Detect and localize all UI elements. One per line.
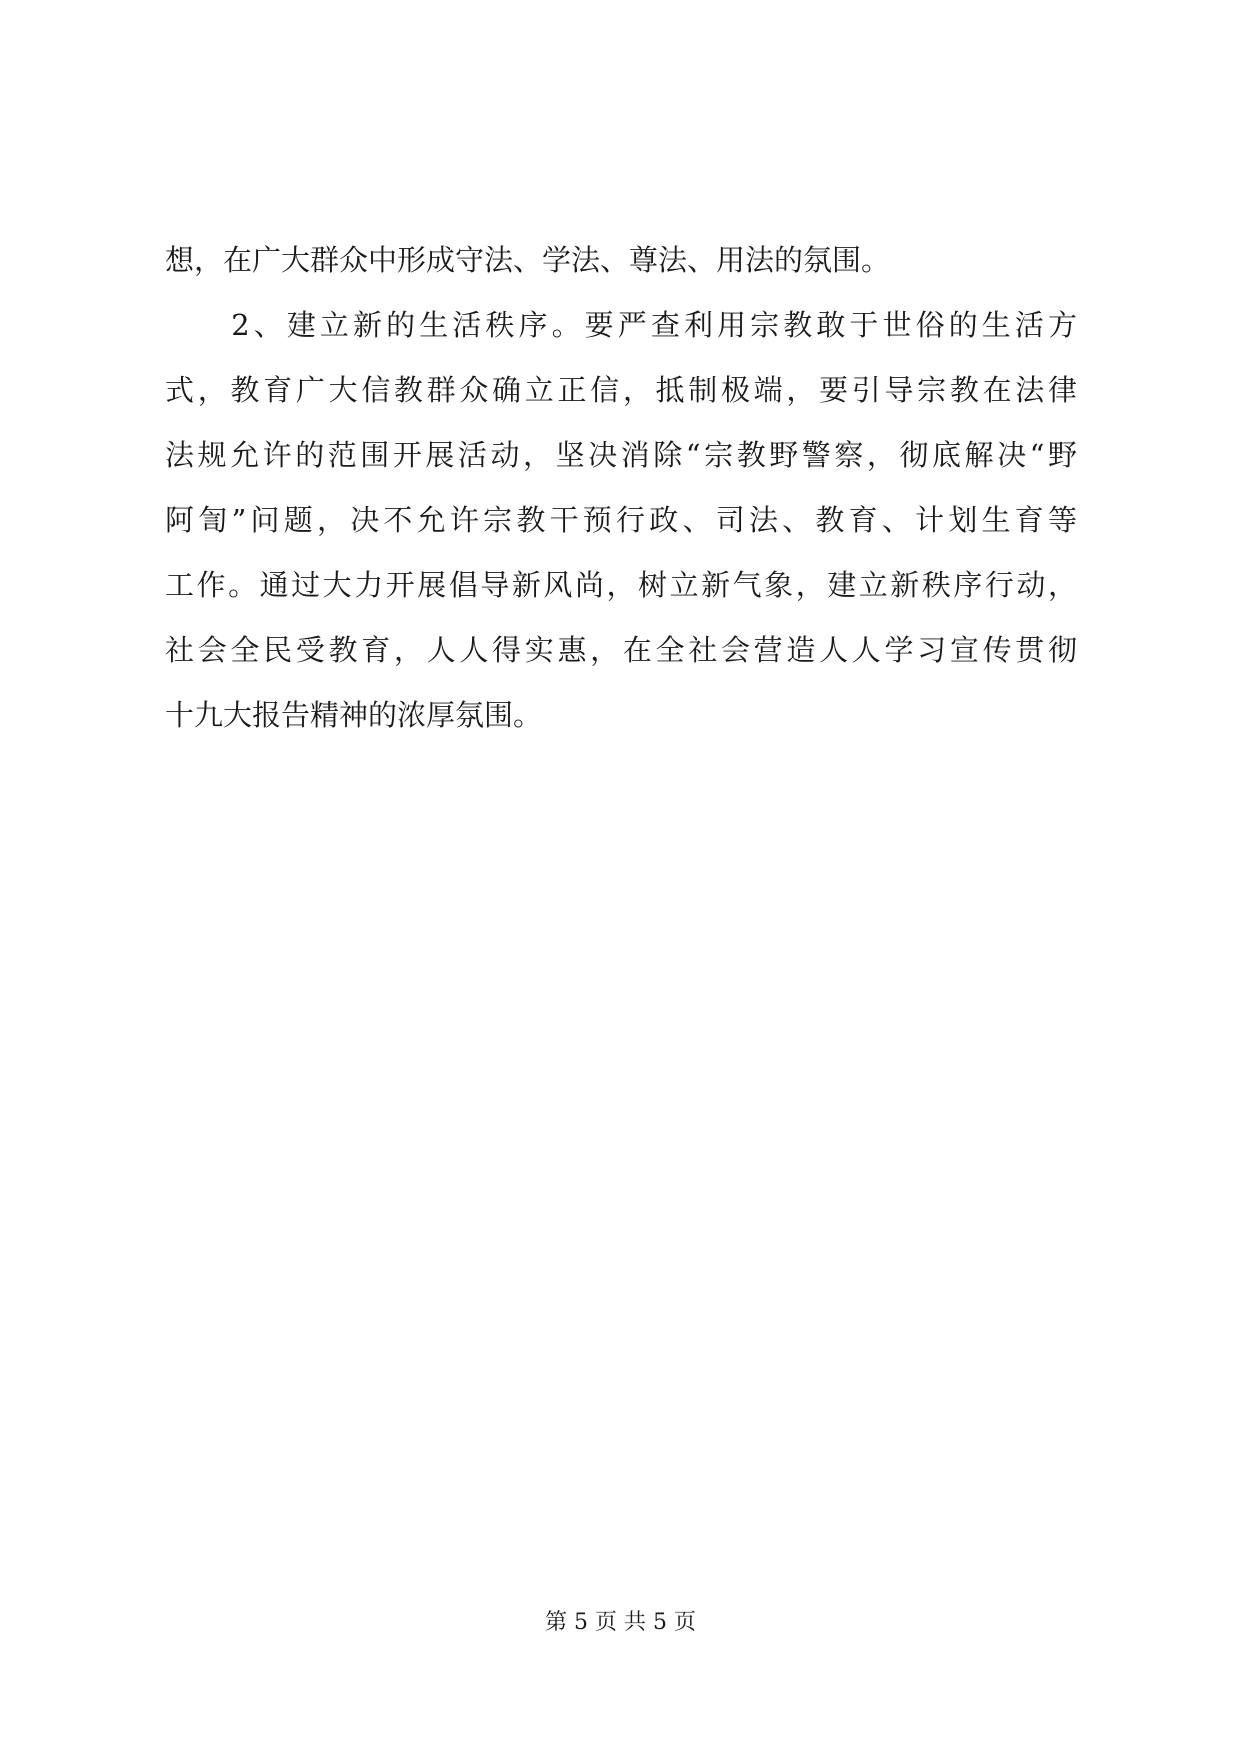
text-line: 工作。通过大力开展倡导新风尚，树立新气象，建立新秩序行动， (165, 568, 1077, 602)
page-footer: 第 5 页 共 5 页 (545, 1610, 696, 1635)
text-line: 阿訇”问题，决不允许宗教干预行政、司法、教育、计划生育等 (165, 503, 1077, 537)
text-line: 社会全民受教育，人人得实惠，在全社会营造人人学习宣传贯彻 (165, 633, 1077, 667)
text-line: 法规允许的范围开展活动，坚决消除“宗教野警察，彻底解决“野 (165, 438, 1077, 472)
text-line: 式，教育广大信教群众确立正信，抵制极端，要引导宗教在法律 (165, 373, 1077, 407)
text-line: 十九大报告精神的浓厚氛围。 (165, 698, 543, 732)
text-line: 想，在广大群众中形成守法、学法、尊法、用法的氛围。 (165, 243, 891, 277)
body-text (165, 228, 1077, 748)
text-line: 2、建立新的生活秩序。要严查利用宗教敢于世俗的生活方 (165, 308, 1077, 342)
